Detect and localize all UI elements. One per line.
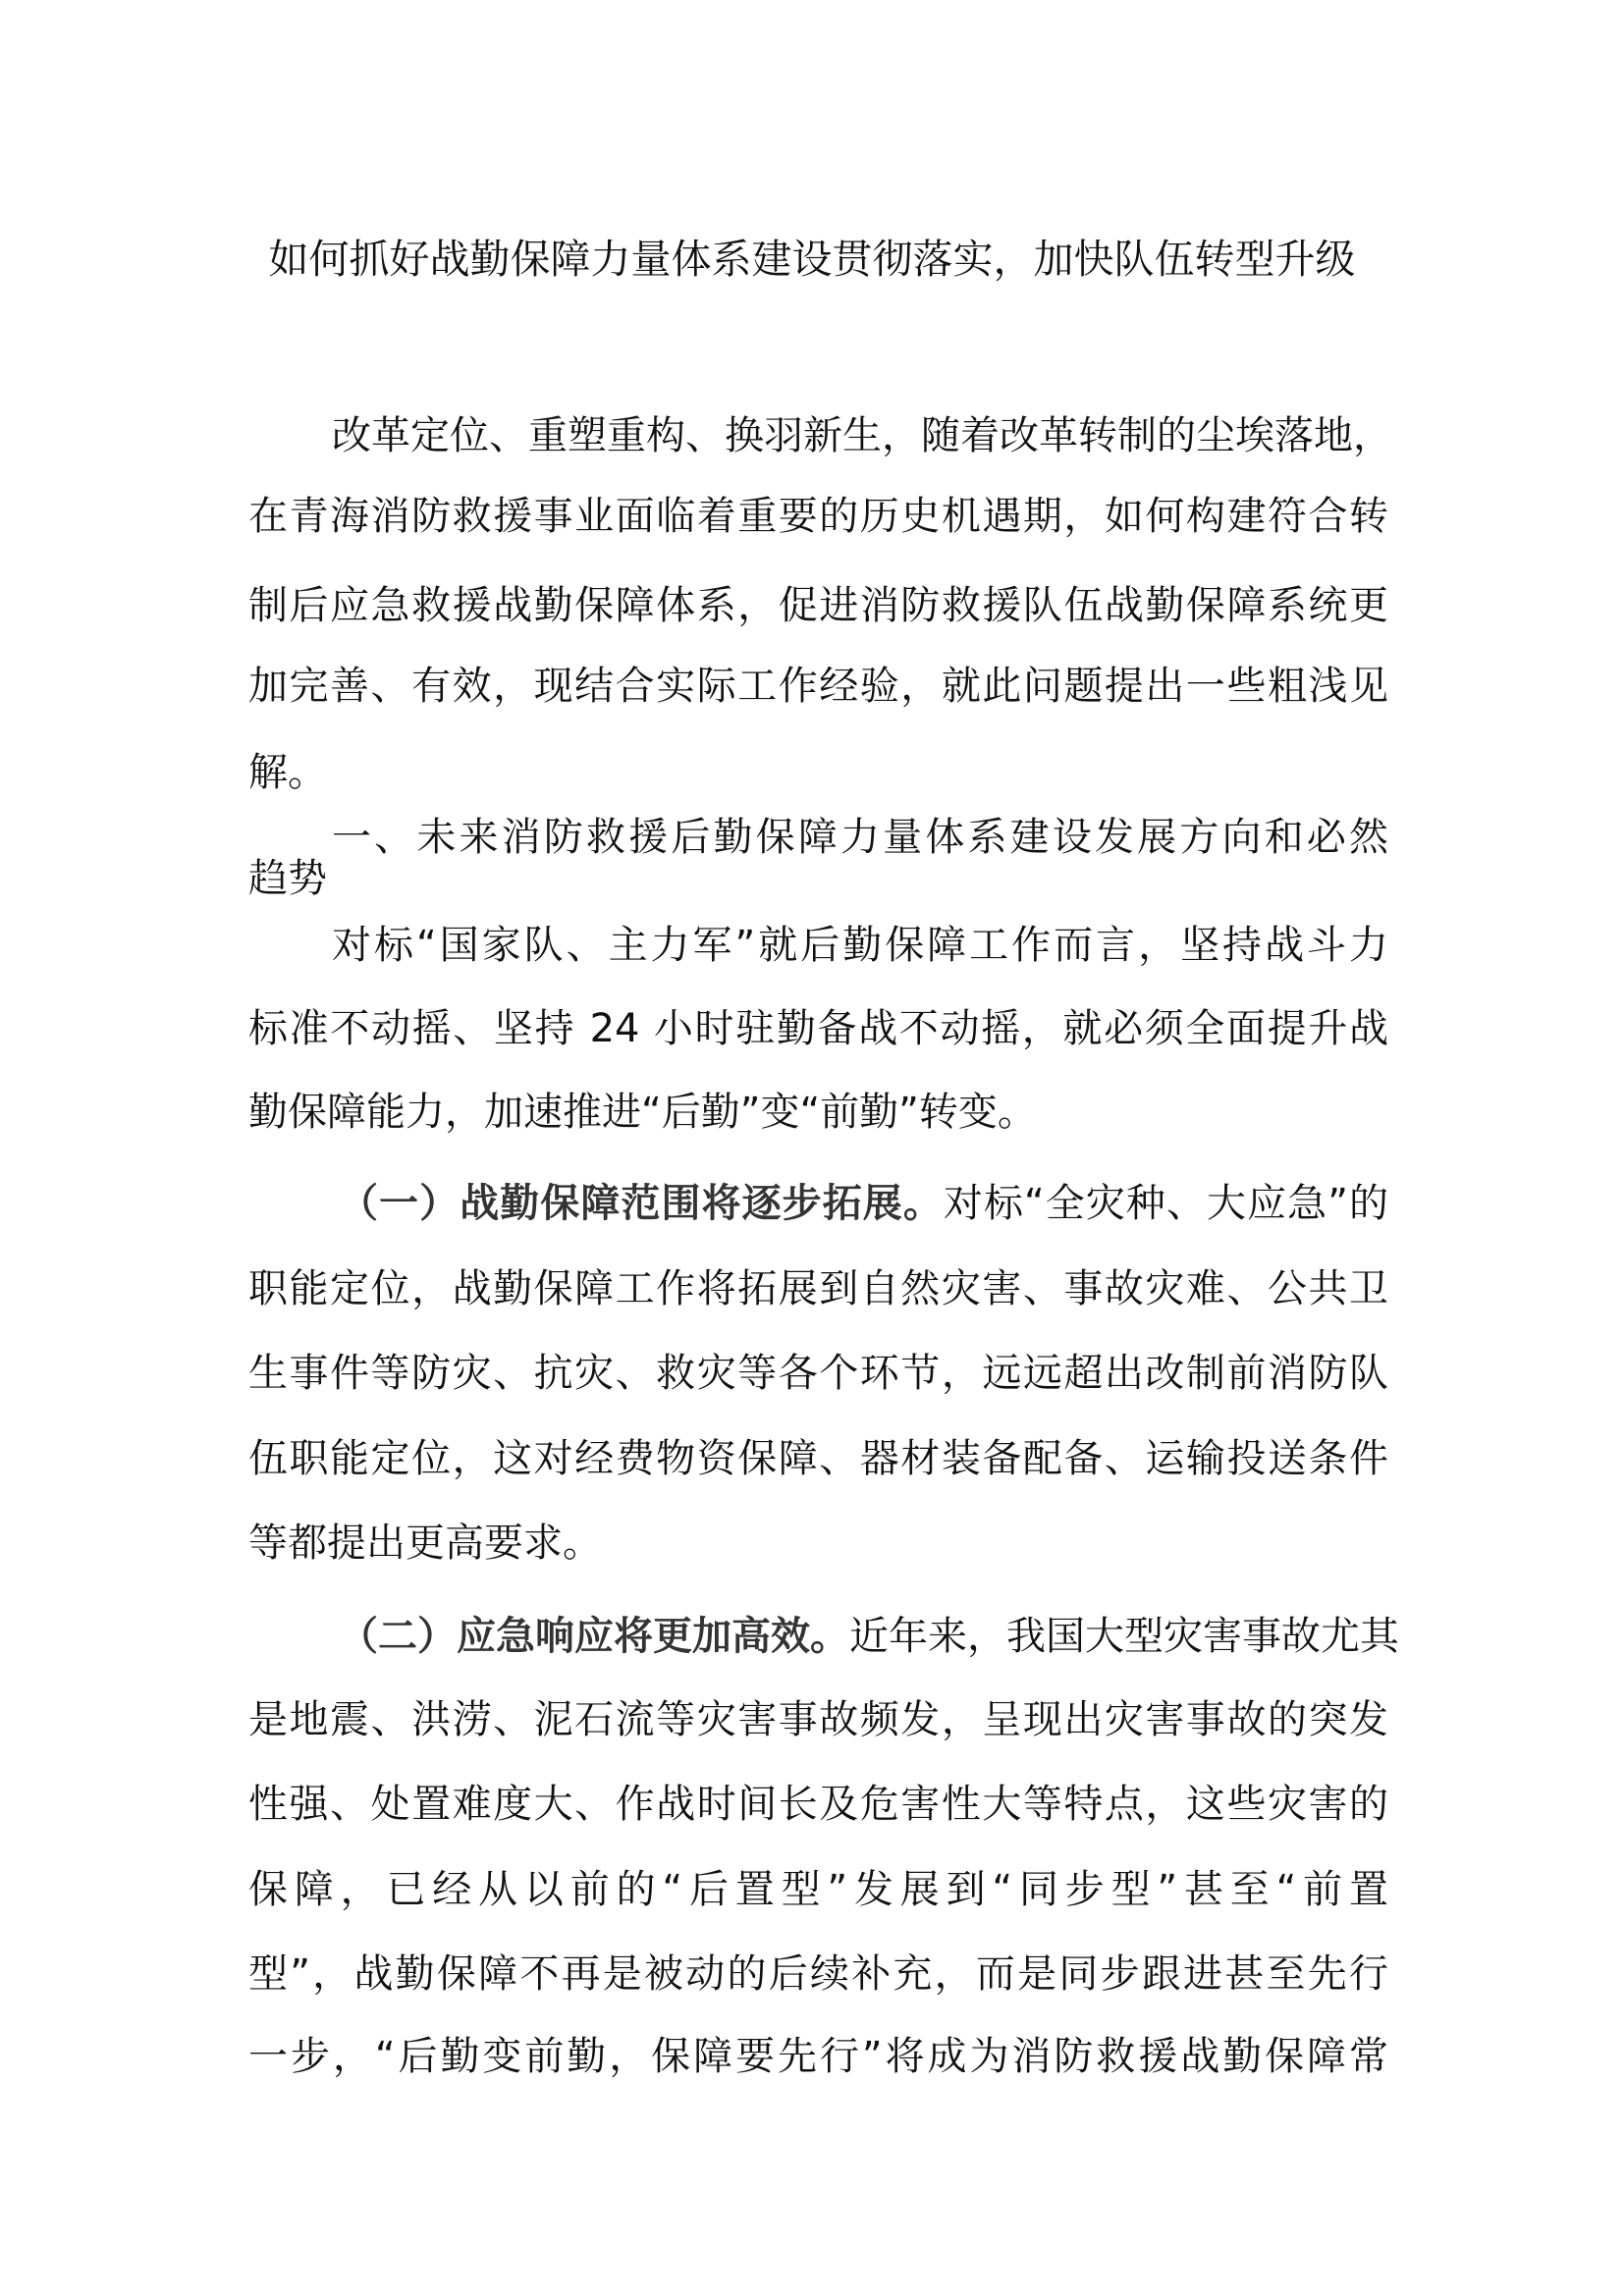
line-text: 伍职能定位，这对经费物资保障、器材装备配备、运输投送条件	[248, 1436, 1388, 1481]
line-text: 生事件等防灾、抗灾、救灾等各个环节，远远超出改制前消防队	[248, 1351, 1388, 1396]
paragraph-line	[332, 408, 1392, 463]
paragraph-line	[332, 918, 1388, 973]
document-title: 如何抓好战勤保障力量体系建设贯彻落实，加快队伍转型升级	[268, 236, 1356, 283]
subsection-heading: （二）应急响应将更加高效。	[339, 1614, 849, 1659]
line-text: 对标“国家队、主力军”就后勤保障工作而言，坚持战斗力	[332, 923, 1388, 968]
paragraph-line	[248, 489, 1388, 544]
paragraph-line	[248, 1001, 1388, 1056]
paragraph-line	[248, 1862, 1388, 1917]
section-heading-line	[248, 851, 1388, 906]
paragraph-line	[248, 1261, 1388, 1316]
line-text: 性强、处置难度大、作战时间长及危害性大等特点，这些灾害的	[248, 1782, 1388, 1827]
paragraph-line	[248, 659, 1388, 714]
paragraph-line	[248, 578, 1388, 633]
line-text: 制后应急救援战勤保障体系，促进消防救援队伍战勤保障系统更	[248, 583, 1388, 628]
subsection-heading: （一）战勤保障范围将逐步拓展。	[339, 1181, 944, 1226]
line-text: 一、未来消防救援后勤保障力量体系建设发展方向和必然	[332, 815, 1388, 860]
line-text: 是地震、洪涝、泥石流等灾害事故频发，呈现出灾害事故的突发	[248, 1697, 1388, 1742]
paragraph-line	[248, 1947, 1388, 2002]
paragraph-line	[248, 1085, 1388, 1140]
paragraph-line	[339, 1176, 1388, 1231]
paragraph-line	[339, 1609, 1399, 1664]
paragraph-line	[248, 1692, 1388, 1747]
line-text: 趋势	[248, 856, 327, 901]
line-text: 型”，战勤保障不再是被动的后续补充，而是同步跟进甚至先行	[248, 1951, 1388, 1997]
line-text: 等都提出更高要求。	[248, 1521, 602, 1566]
line-text: 加完善、有效，现结合实际工作经验，就此问题提出一些粗浅见	[248, 664, 1388, 709]
paragraph-line	[248, 2029, 1388, 2084]
line-text: 在青海消防救援事业面临着重要的历史机遇期，如何构建符合转	[248, 494, 1388, 539]
line-text: 一步，“后勤变前勤，保障要先行”将成为消防救援战勤保障常	[248, 2034, 1388, 2079]
line-text: 标准不动摇、坚持 24 小时驻勤备战不动摇，就必须全面提升战	[248, 1006, 1388, 1051]
line-text: 对标“全灾种、大应急”的	[943, 1181, 1389, 1226]
line-text: 职能定位，战勤保障工作将拓展到自然灾害、事故灾难、公共卫	[248, 1266, 1388, 1311]
paragraph-line	[248, 745, 1388, 800]
line-text: 解。	[248, 750, 327, 795]
line-text: 近年来，我国大型灾害事故尤其	[849, 1614, 1399, 1659]
paragraph-line	[248, 1777, 1388, 1832]
line-text: 保障，已经从以前的“后置型”发展到“同步型”甚至“前置	[248, 1867, 1388, 1912]
paragraph-line	[248, 1346, 1388, 1401]
paragraph-line	[248, 1516, 1388, 1571]
paragraph-line	[248, 1431, 1388, 1486]
line-text: 改革定位、重塑重构、换羽新生，随着改革转制的尘埃落地，	[332, 413, 1392, 458]
line-text: 勤保障能力，加速推进“后勤”变“前勤”转变。	[248, 1090, 1037, 1135]
